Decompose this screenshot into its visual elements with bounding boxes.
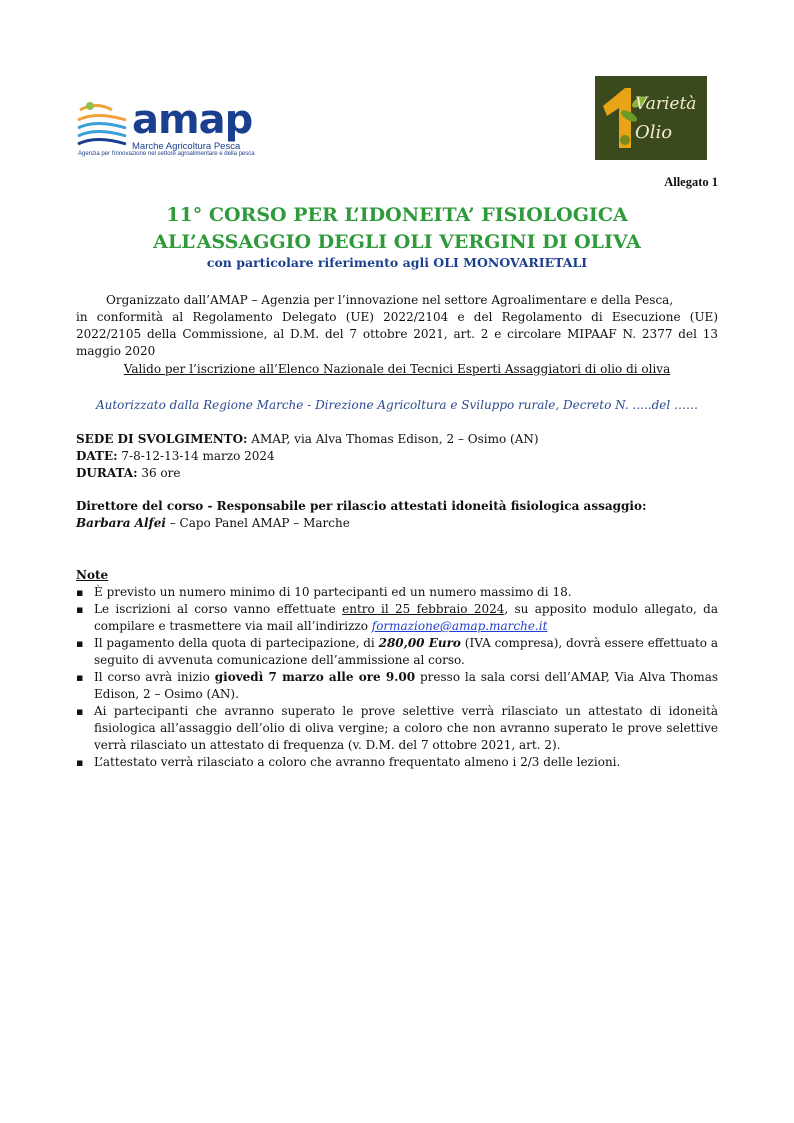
note-4-text-a: Il corso avrà inizio bbox=[94, 670, 215, 684]
note-6-text: L’attestato verrà rilasciato a coloro che avranno frequentato almeno i 2/3 delle lezioni. bbox=[94, 755, 621, 769]
date-label: DATE: bbox=[76, 449, 118, 463]
note-3-text-c: (IVA compresa), dovrà essere effettuato a seguito di avvenuta comunicazione dell’ammissione al corso. bbox=[94, 636, 719, 667]
subtitle: con particolare riferimento agli OLI MONOVARIETALI bbox=[206, 255, 588, 270]
sede-label: SEDE DI SVOLGIMENTO: bbox=[76, 432, 248, 446]
list-item bbox=[76, 601, 718, 635]
olive-one-icon bbox=[595, 76, 707, 160]
list-item bbox=[76, 635, 718, 669]
notes-section bbox=[76, 567, 718, 771]
authorization-notice: Autorizzato dalla Regione Marche - Direzione Agricoltura e Sviluppo rurale, Decreto N. .....del …… bbox=[95, 398, 699, 412]
amap-logo bbox=[76, 98, 276, 160]
varieta-logo-top-text: Varietà bbox=[635, 94, 697, 114]
director-heading bbox=[76, 498, 718, 515]
amap-logo-description: Agenzia per l'innovazione nel settore agroalimentare e della pesca bbox=[78, 151, 255, 157]
note-2-deadline: entro il 25 febbraio 2024 bbox=[342, 602, 505, 616]
date-row bbox=[76, 448, 718, 465]
allegato-label: Allegato 1 bbox=[664, 175, 718, 189]
amap-logo-tagline: Marche Agricoltura Pesca bbox=[132, 141, 241, 152]
notes-heading: Note bbox=[76, 568, 109, 582]
title-line-2: ALL’ASSAGGIO DEGLI OLI VERGINI DI OLIVA bbox=[153, 231, 641, 253]
title-line-1: 11° CORSO PER L’IDONEITA’ FISIOLOGICA bbox=[166, 204, 628, 226]
note-3-price: 280,00 Euro bbox=[378, 636, 461, 650]
varieta-logo-bottom-text: Olio bbox=[635, 122, 673, 143]
valid-notice: Valido per l’iscrizione all’Elenco Nazionale dei Tecnici Esperti Assaggiatori di olio di oliva bbox=[123, 362, 671, 376]
director-row bbox=[76, 515, 718, 532]
date-value: 7-8-12-13-14 marzo 2024 bbox=[117, 449, 275, 463]
list-item bbox=[76, 754, 718, 771]
durata-label: DURATA: bbox=[76, 466, 138, 480]
director-role: – Capo Panel AMAP – Marche bbox=[165, 516, 350, 530]
sede-row bbox=[76, 431, 718, 448]
varieta-olio-logo bbox=[595, 76, 707, 160]
note-4-text-c: presso la sala corsi dell’AMAP, Via Alva Thomas Edison, 2 – Osimo (AN). bbox=[94, 670, 719, 701]
amap-logo-word: amap bbox=[132, 97, 253, 143]
email-link[interactable]: formazione@amap.marche.it bbox=[371, 619, 548, 633]
director-heading-text: Direttore del corso - Responsabile per rilascio attestati idoneità fisiologica assaggio: bbox=[76, 499, 647, 513]
intro-rest: in conformità al Regolamento Delegato (UE) 2022/2104 e del Regolamento di Esecuzione (UE) 2022/2105 della Commissione, al D.M. del 7 ottobre 2021, art. 2 e circolare MIPAAF N. 2377 del 13 maggio 2020 bbox=[76, 310, 718, 358]
amap-wave-icon bbox=[76, 100, 130, 150]
course-info bbox=[76, 431, 718, 482]
note-5-text: Ai partecipanti che avranno superato le prove selettive verrà rilasciato un attestato di idoneità fisiologica all’assaggio dell’olio di oliva vergine; a coloro che non avranno superato le prove selettive verrà rilasciato un attestato di frequenza (v. D.M. del 7 ottobre 2021, art. 2). bbox=[94, 704, 718, 752]
director-name: Barbara Alfei bbox=[76, 516, 166, 530]
notes-list bbox=[76, 584, 718, 771]
sede-value: AMAP, via Alva Thomas Edison, 2 – Osimo (AN) bbox=[247, 432, 539, 446]
durata-value: 36 ore bbox=[137, 466, 181, 480]
list-item bbox=[76, 669, 718, 703]
list-item bbox=[76, 584, 718, 601]
note-3-text-a: Il pagamento della quota di partecipazione, di bbox=[94, 636, 379, 650]
intro-first-line: Organizzato dall’AMAP – Agenzia per l’innovazione nel settore Agroalimentare e della Pesca, bbox=[106, 293, 674, 307]
durata-row bbox=[76, 465, 718, 482]
note-1-text: È previsto un numero minimo di 10 partecipanti ed un numero massimo di 18. bbox=[94, 585, 572, 599]
intro-paragraph bbox=[76, 292, 718, 360]
list-item bbox=[76, 703, 718, 754]
note-2-text-b: , su apposito modulo allegato, da compilare e trasmettere via mail all’indirizzo bbox=[94, 602, 718, 633]
note-2-text-a: Le iscrizioni al corso vanno effettuate bbox=[94, 602, 343, 616]
director-section bbox=[76, 498, 718, 532]
note-4-start: giovedì 7 marzo alle ore 9.00 bbox=[214, 670, 416, 684]
